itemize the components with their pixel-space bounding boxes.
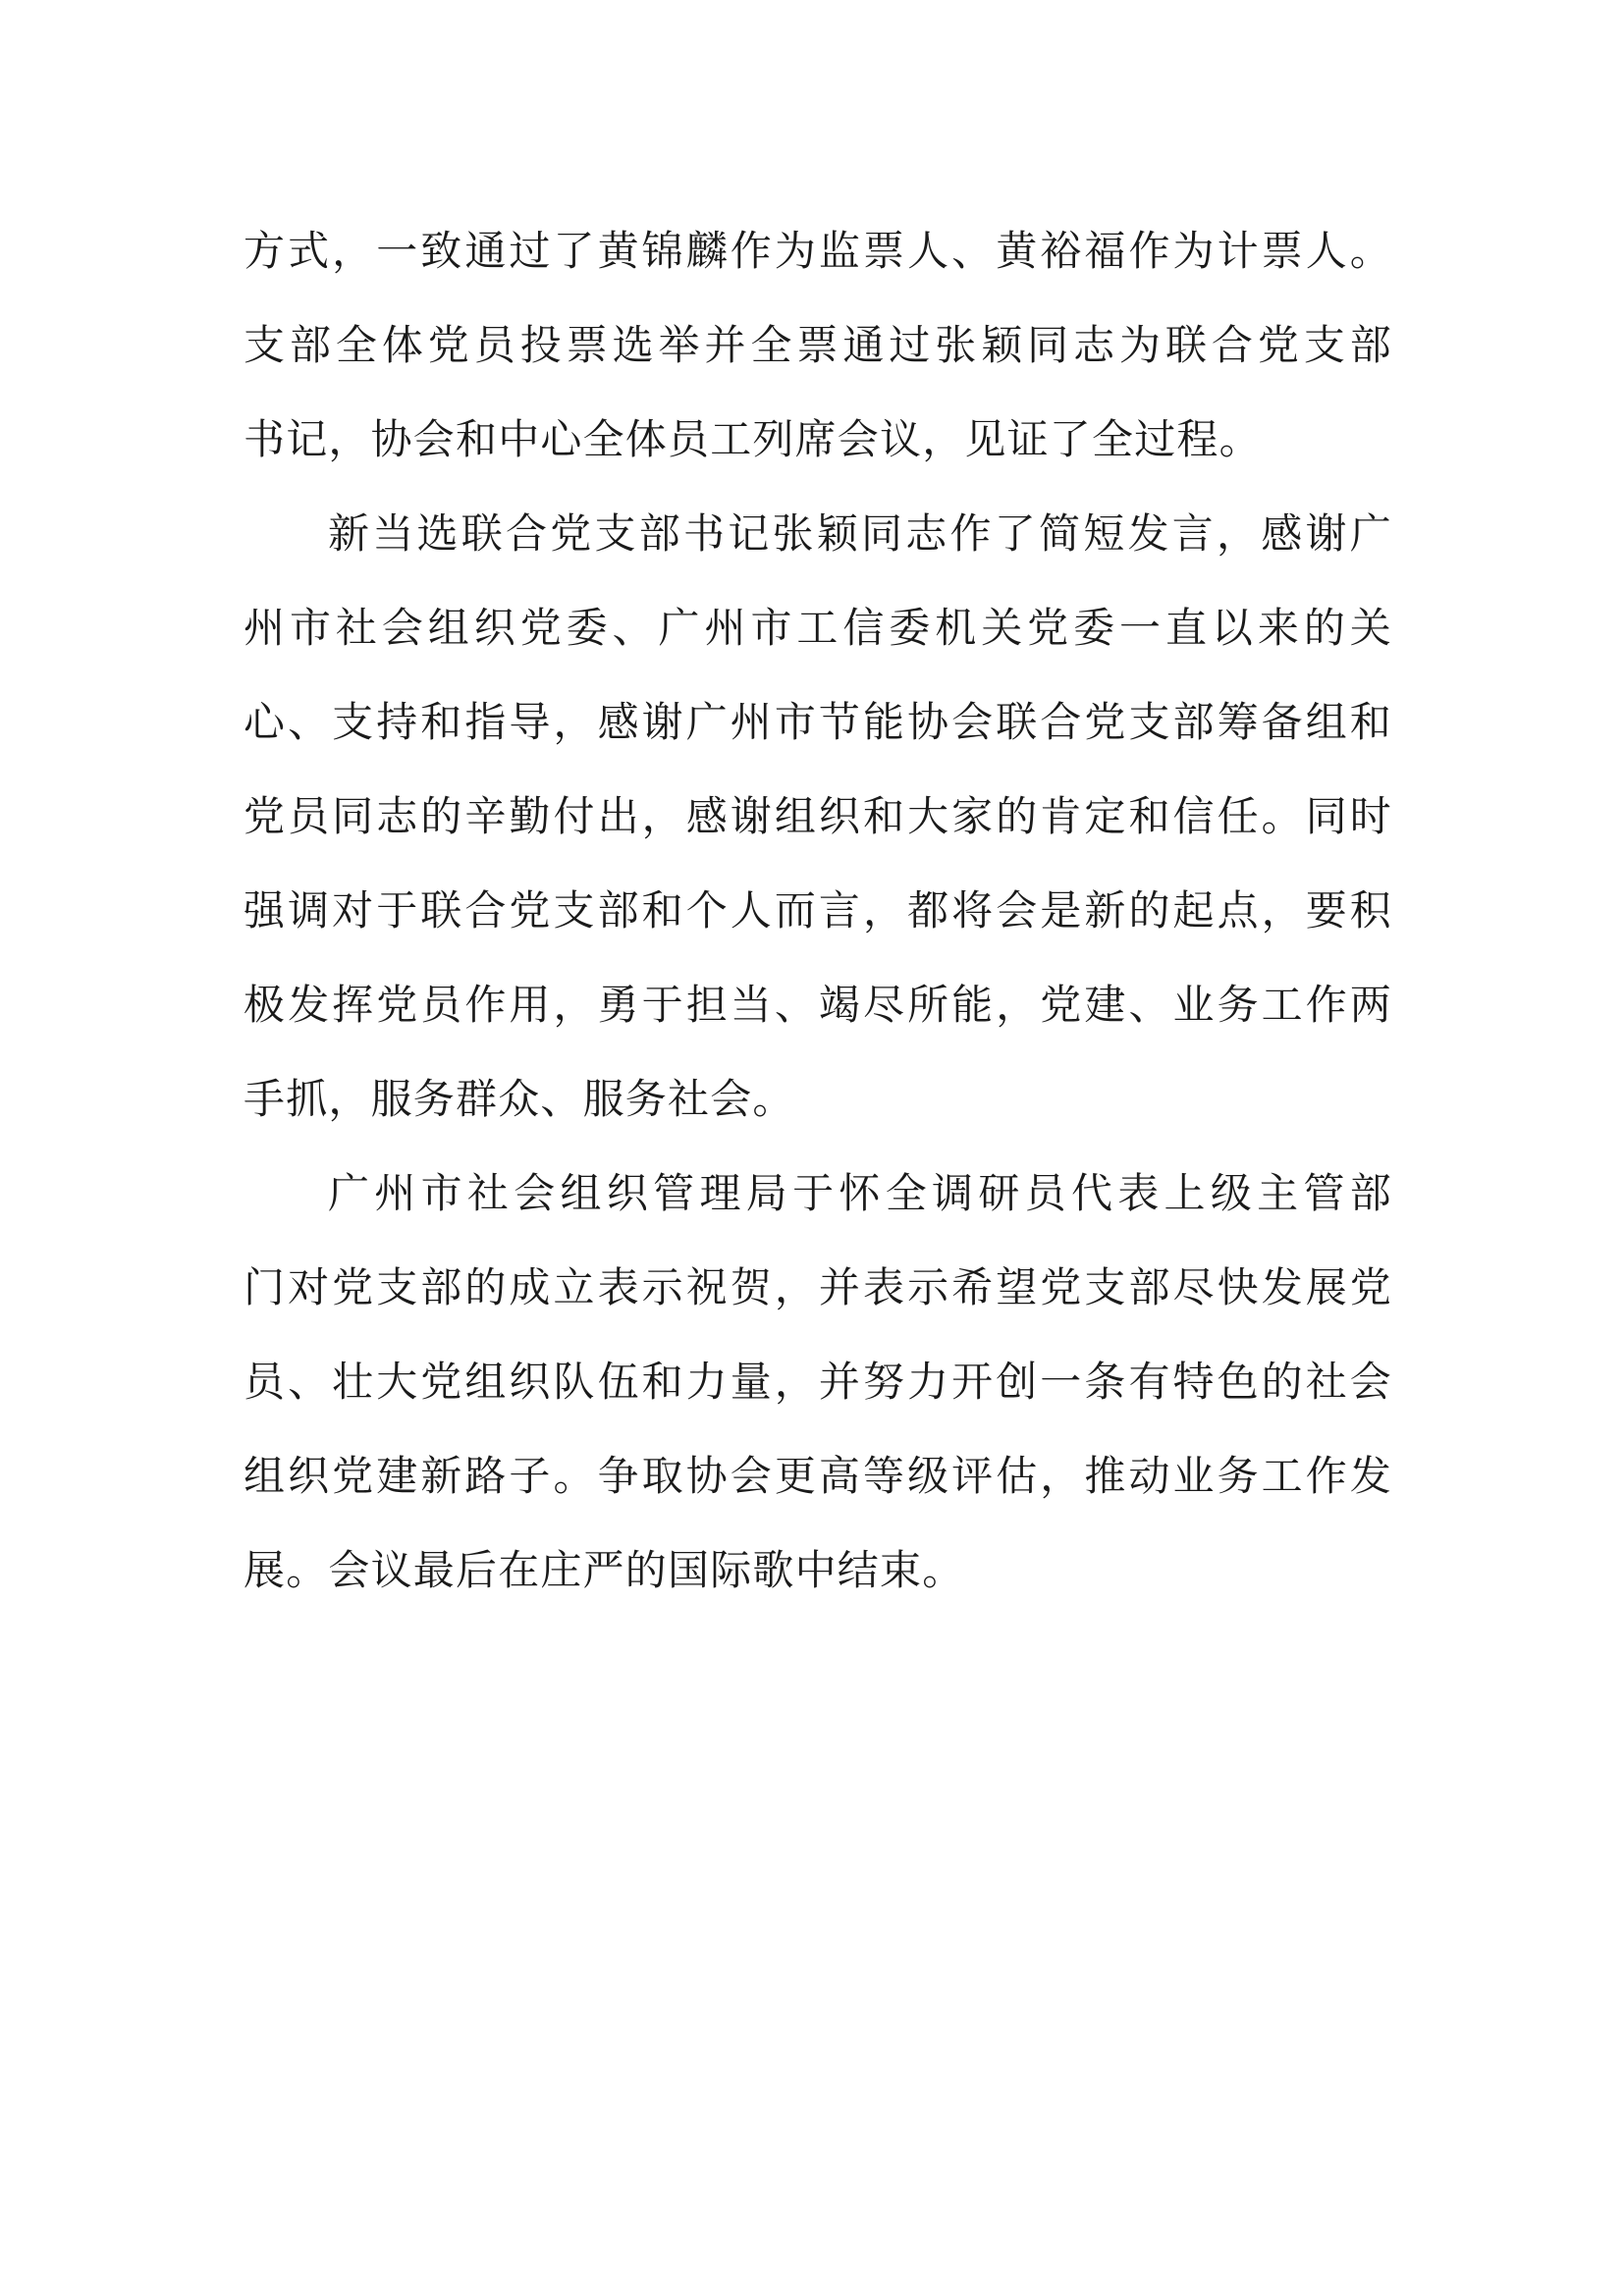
- text-line: 广州市社会组织管理局于怀全调研员代表上级主管部: [328, 1169, 1392, 1217]
- text-line: 强调对于联合党支部和个人而言，都将会是新的起点，要积: [244, 886, 1392, 934]
- text-line: 手抓，服务群众、服务社会。: [244, 1075, 795, 1123]
- document-body: [244, 204, 1392, 1618]
- text-line: 员、壮大党组织队伍和力量，并努力开创一条有特色的社会: [244, 1358, 1392, 1406]
- paragraph-secretary-speech: [244, 487, 1392, 1147]
- text-line: 心、支持和指导，感谢广州市节能协会联合党支部筹备组和: [244, 698, 1392, 746]
- text-line: 支部全体党员投票选举并全票通过张颖同志为联合党支部: [244, 321, 1392, 369]
- text-line: 州市社会组织党委、广州市工信委机关党委一直以来的关: [244, 604, 1392, 652]
- text-line: 展。会议最后在庄严的国际歌中结束。: [244, 1546, 965, 1594]
- text-line: 新当选联合党支部书记张颖同志作了简短发言，感谢广: [328, 509, 1392, 558]
- text-line: 门对党支部的成立表示祝贺，并表示希望党支部尽快发展党: [244, 1263, 1392, 1311]
- paragraph-voting-continuation: [244, 204, 1392, 487]
- paragraph-bureau-congratulations: [244, 1147, 1392, 1618]
- text-line: 方式，一致通过了黄锦麟作为监票人、黄裕福作为计票人。: [244, 227, 1392, 275]
- text-line: 书记，协会和中心全体员工列席会议，见证了全过程。: [244, 415, 1262, 463]
- text-line: 组织党建新路子。争取协会更高等级评估，推动业务工作发: [244, 1452, 1392, 1500]
- text-line: 极发挥党员作用，勇于担当、竭尽所能，党建、业务工作两: [244, 981, 1392, 1029]
- text-line: 党员同志的辛勤付出，感谢组织和大家的肯定和信任。同时: [244, 792, 1392, 840]
